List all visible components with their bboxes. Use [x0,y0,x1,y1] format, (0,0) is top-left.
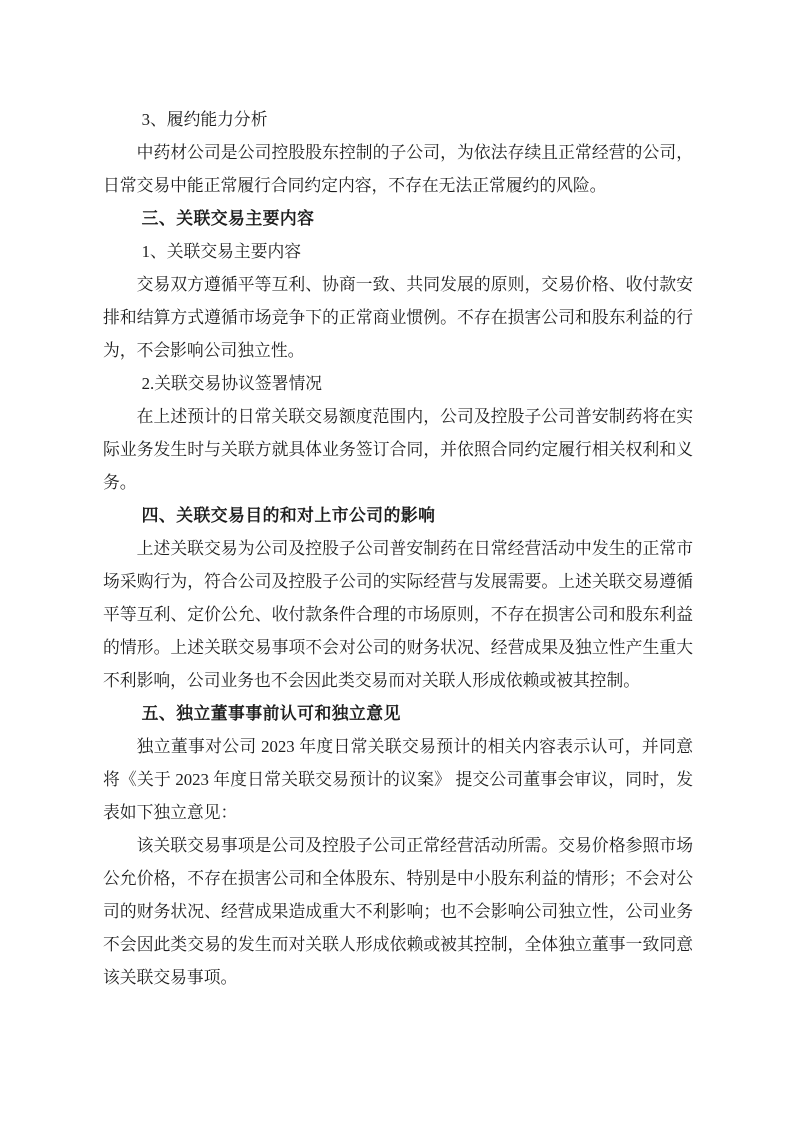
section-heading-3-main-content: 三、关联交易主要内容 [141,209,315,228]
numbered-item-1-main-content: 1、关联交易主要内容 [141,242,302,261]
section-heading-4-purpose-impact: 四、关联交易目的和对上市公司的影响 [141,506,436,525]
paragraph-independent-directors-approval: 独立董事对公司 2023 年度日常关联交易预计的相关内容表示认可，并同意将《关于 2023 年度日常关联交易预计的议案》 提交公司董事会审议，同时，发表如下独立意见： [103,737,693,822]
paragraph-performance-capability: 中药材公司是公司控股股东控制的子公司，为依法存续且正常经营的公司，日常交易中能正常履行合同约定内容，不存在无法正常履约的风险。 [103,143,693,195]
numbered-item-2-agreement-signing: 2.关联交易协议签署情况 [141,374,323,393]
document-body [103,103,693,994]
paragraph-purpose-impact: 上述关联交易为公司及控股子公司普安制药在日常经营活动中发生的正常市场采购行为，符合公司及控股子公司的实际经营与发展需要。上述关联交易遵循平等互利、定价公允、收付款条件合理的市场原则，不存在损害公司和股东利益的情形。上述关联交易事项不会对公司的财务状况、经营成果及独立性产生重大不利影响，公司业务也不会因此类交易而对关联人形成依赖或被其控制。 [103,539,693,690]
numbered-item-3-performance-analysis: 3、履约能力分析 [141,110,268,129]
section-heading-5-independent-directors: 五、独立董事事前认可和独立意见 [141,704,401,723]
paragraph-transaction-principles: 交易双方遵循平等互利、协商一致、共同发展的原则，交易价格、收付款安排和结算方式遵循市场竞争下的正常商业惯例。不存在损害公司和股东利益的行为，不会影响公司独立性。 [103,275,693,360]
paragraph-agreement-signing: 在上述预计的日常关联交易额度范围内，公司及控股子公司普安制药将在实际业务发生时与关联方就具体业务签订合同，并依照合同约定履行相关权利和义务。 [103,407,693,492]
paragraph-independent-opinion: 该关联交易事项是公司及控股子公司正常经营活动所需。交易价格参照市场公允价格，不存在损害公司和全体股东、特别是中小股东利益的情形；不会对公司的财务状况、经营成果造成重大不利影响；也不会影响公司独立性，公司业务不会因此类交易的发生而对关联人形成依赖或被其控制，全体独立董事一致同意该关联交易事项。 [103,836,693,987]
